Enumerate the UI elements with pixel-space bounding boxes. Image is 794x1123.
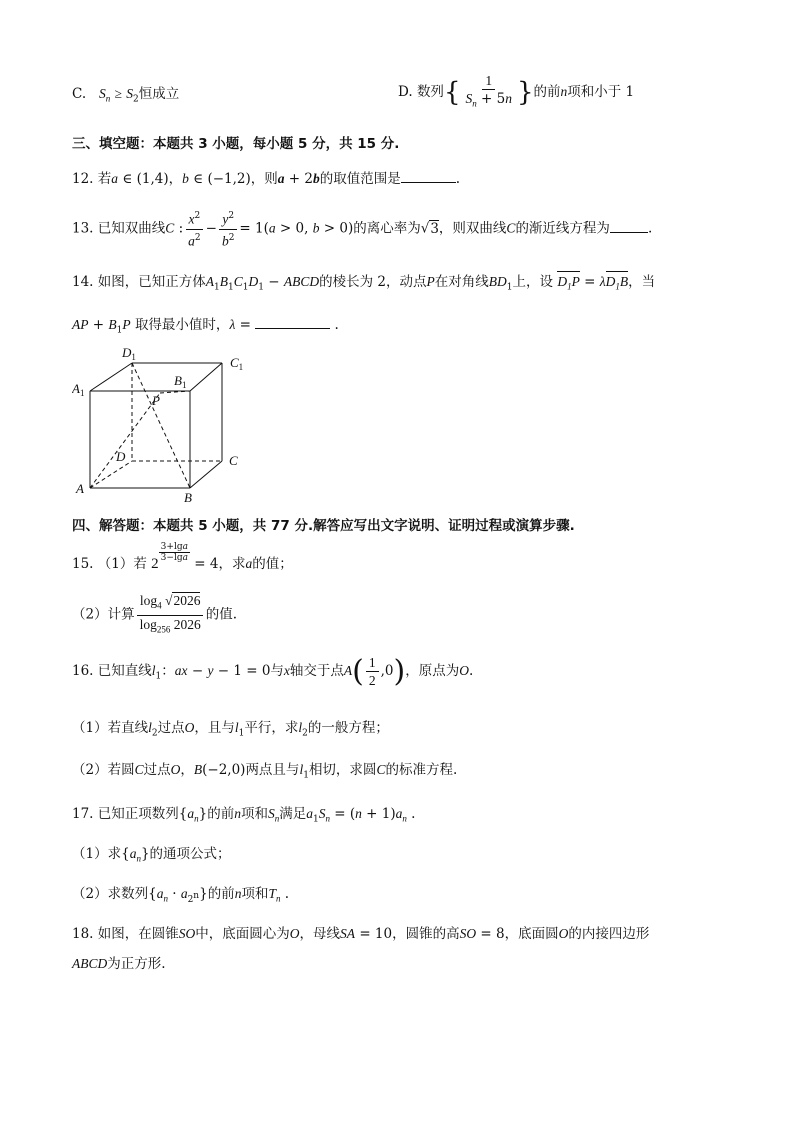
question-16: 16. 已知直线$l_1$：ax − y − 1 = 0与x轴交于点A( $\frac{1}{2}$ ,0)，原点为O. [72, 654, 474, 689]
q17-text: 满足 [279, 806, 307, 822]
q13-text: . [647, 220, 653, 237]
q13-text: 已知双曲线 [97, 220, 166, 237]
q16-text: ： [161, 663, 175, 679]
q15-text: 的值； [252, 556, 293, 572]
q17-text: （2）求数列 [72, 886, 149, 902]
q16-text: 轴交于点 [289, 663, 344, 679]
q14-text: ，当 [628, 274, 656, 290]
q17-number: 17. [72, 806, 94, 822]
q14-text: 取得最小值时， [134, 317, 230, 333]
q16-text: . [468, 663, 474, 679]
cube-solid-edges [90, 363, 222, 488]
q16-text: 过点 [157, 720, 185, 736]
q17-text: . [284, 886, 290, 902]
question-12: 12. 若a ∈ (1,4)，b ∈ (−1,2)，则a + 2b的取值范围是 . [72, 171, 461, 187]
section4-heading: 四、解答题：本题共 5 小题，共 77 分.解答应写出文字说明、证明过程或演算步骤. [72, 518, 575, 534]
q18-text: 的内接四边形 [568, 926, 650, 942]
q17-text: 的前 [207, 886, 235, 902]
q16-text: 相切，求圆 [308, 762, 377, 778]
q18-number: 18. [72, 926, 94, 942]
q15-text: ，求 [218, 556, 246, 572]
q15-number: 15. [72, 556, 94, 572]
q17-text: 项和 [240, 806, 268, 822]
q17-text: 项和 [241, 886, 269, 902]
q17-text: 的前 [207, 806, 235, 822]
option-c-text: 恒成立 [138, 86, 180, 102]
q13-text: 的离心率为 [353, 220, 421, 237]
question-18-line1: 18. 如图，在圆锥SO中，底面圆心为O，母线SA = 10，圆锥的高SO = 8，底面圆O的内接四边形 [72, 926, 650, 942]
q18-text: ，母线 [299, 926, 341, 942]
q16-text: 过点 [143, 762, 171, 778]
q13-text: 的渐近线方程为 [515, 220, 610, 237]
question-18-line2: ABCD为正方形. [72, 956, 166, 972]
question-17-part2: （2）求数列$\{a_n \cdot a_{2^n}\}$的前n项和$T_n$ . [72, 886, 290, 905]
q14-text: 上，设 [512, 274, 554, 290]
q17-text: . [411, 806, 416, 822]
question-14-line1: 14. 如图，已知正方体$A_1B_1C_1D_1$ − ABCD的棱长为 2，动点P在对角线$BD_1$上，设 $D_1P = \lambda D_1B$，当 [72, 274, 656, 293]
q14-text: . [334, 317, 339, 333]
q16-number: 16. [72, 663, 94, 679]
label-a1: $A_1$ [72, 381, 85, 398]
label-c1: $C_1$ [230, 355, 244, 372]
question-17-part1: （1）求$\{a_n\}$的通项公式； [72, 846, 231, 864]
q12-text: ， [168, 171, 183, 187]
q16-text: 平行，求 [244, 720, 299, 736]
label-b1: $B_1$ [174, 373, 187, 390]
question-16-part1: （1）若直线$l_2$过点O，且与$l_1$平行，求$l_2$的一般方程； [72, 720, 389, 739]
question-16-part2: （2）若圆C过点O，B(−2,0)两点且与$l_1$相切，求圆C的标准方程. [72, 762, 458, 781]
label-d1: $D_1$ [122, 345, 136, 362]
label-p: P [152, 393, 160, 408]
q16-text: （2）若圆 [72, 762, 135, 778]
q18-text: 中，底面圆心为 [195, 926, 290, 942]
option-d-text-post: 项和小于 1 [567, 83, 635, 100]
label-b: B [184, 490, 192, 505]
option-d: D. 数列{ $\frac{1}{S_n + 5n}$ }的前n项和小于 1 [398, 73, 635, 109]
q16-text: 与 [270, 663, 284, 679]
q18-text: ，圆锥的高 [392, 926, 460, 942]
q16-text: 的一般方程； [307, 720, 389, 736]
q17-text: 的通项公式； [149, 846, 231, 862]
q13-number: 13. [72, 220, 94, 237]
section3-heading: 三、填空题：本题共 3 小题，每小题 5 分，共 15 分. [72, 136, 400, 152]
question-15-part1: 15. （1）若 2 $\frac{3+\lg a}{3-\lg a}$ = 4，求a的值； [72, 542, 293, 572]
q16-text: 的标准方程. [385, 762, 458, 778]
option-d-text-pre: 数列 [416, 83, 444, 100]
q14-text: 在对角线 [434, 274, 489, 290]
q16-text: ，且与 [194, 720, 235, 736]
option-d-text-mid: 的前 [533, 83, 561, 100]
q16-text: （1）若直线 [72, 720, 149, 736]
option-c-label: C. [72, 86, 87, 102]
option-d-label: D. [398, 83, 413, 100]
q12-text: 若 [97, 171, 112, 187]
q18-text: 为正方形. [107, 956, 166, 972]
q17-text: （1）求 [72, 846, 122, 862]
answer-blank [610, 220, 648, 233]
q12-text: . [455, 171, 461, 187]
q15-text: 的值. [205, 606, 238, 623]
q15-text: （1）若 [97, 556, 147, 572]
label-a: A [76, 481, 84, 496]
label-c: C [229, 453, 238, 468]
q16-text: 两点且与 [245, 762, 300, 778]
q12-number: 12. [72, 171, 94, 187]
q16-text: ， [180, 762, 194, 778]
q15-text: （2）计算 [72, 606, 135, 623]
q17-text: 已知正项数列 [97, 806, 179, 822]
cube-figure [72, 343, 262, 505]
question-14-line2: AP + $B_1P$ 取得最小值时，λ = . [72, 317, 339, 336]
q16-text: ，原点为 [405, 663, 460, 679]
q13-text: ，则双曲线 [438, 220, 507, 237]
question-17: 17. 已知正项数列$\{a_n\}$的前n项和$S_n$满足$a_1S_n = (n + 1)a_n$ . [72, 806, 416, 825]
answer-blank [255, 316, 330, 329]
q14-number: 14. [72, 274, 94, 290]
cube-dashed-edges [90, 363, 222, 488]
question-13: 13. 已知双曲线C : $\frac{x^2}{a^2}$ − $\frac{y^2}{b^2}$ = 1(a > 0, b > 0)的离心率为√3，则双曲线C的渐近线方程为 . [72, 208, 652, 250]
question-15-part2: （2）计算 $\frac{\log_4 √2026}{\log_{256} 2026}$ 的值. [72, 593, 238, 635]
q12-text: 的取值范围是 [319, 171, 401, 187]
option-c: C. $S_n \ge S_2$恒成立 [72, 86, 180, 105]
q14-text: 的棱长为 2，动点 [319, 274, 427, 290]
q18-text: ，底面圆 [504, 926, 559, 942]
label-d: D [116, 449, 126, 464]
q12-text: ，则 [250, 171, 278, 187]
q18-text: 如图，在圆锥 [97, 926, 179, 942]
q16-text: 已知直线 [97, 663, 152, 679]
answer-blank [401, 170, 456, 183]
q14-text: 如图，已知正方体 [97, 274, 206, 290]
